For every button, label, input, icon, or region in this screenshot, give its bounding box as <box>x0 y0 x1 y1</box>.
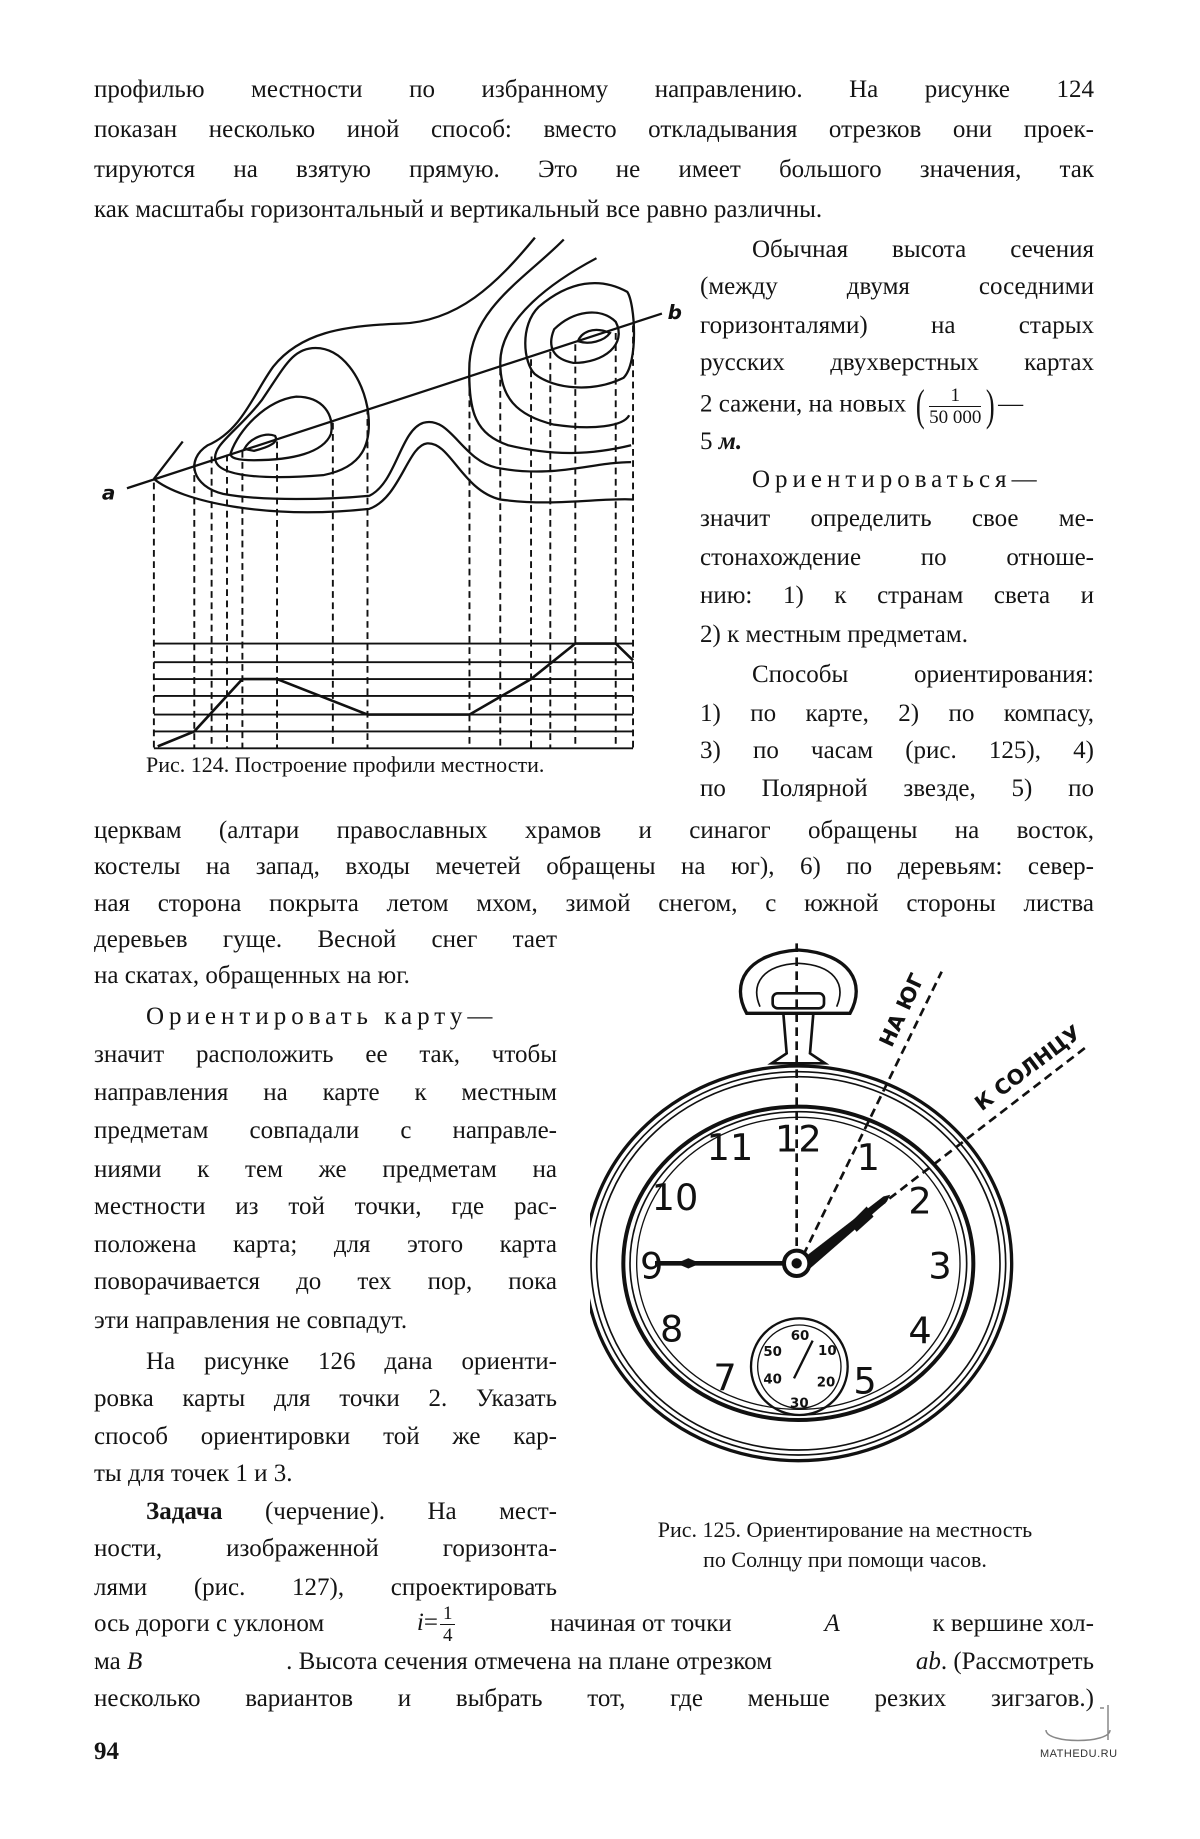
paren: ) <box>986 384 995 428</box>
dial-numeral: 4 <box>908 1309 931 1352</box>
dial-numeral: 1 <box>857 1136 880 1179</box>
text: к вершине хол- <box>932 1604 1094 1644</box>
dial-numeral: 5 <box>853 1359 876 1402</box>
slope-line <box>94 1604 1094 1644</box>
fraction <box>440 1604 456 1645</box>
fraction-numerator: 1 <box>440 1604 456 1625</box>
watermark-logo <box>1040 1700 1120 1770</box>
text-line: положена карта; для этого карта <box>94 1229 557 1261</box>
group <box>94 1646 142 1678</box>
projection-lines <box>154 326 633 749</box>
paren: ( <box>915 384 924 428</box>
text: начиная от точки <box>550 1604 732 1644</box>
figure-124-profile <box>100 232 685 752</box>
text-line: стонахождение по отноше- <box>700 542 1094 574</box>
subdial-hand <box>794 1341 813 1379</box>
section-line <box>94 1646 1094 1678</box>
dial-numeral: 7 <box>713 1356 736 1399</box>
spaced-term: Ориентироваться <box>752 466 1012 493</box>
text-line: как масштабы горизонтальный и вертикальный все равно различны. <box>94 194 1094 226</box>
segment-ab: ab <box>916 1648 941 1675</box>
text: ма <box>94 1648 121 1675</box>
text-line: лями (рис. 127), спроектировать <box>94 1572 557 1604</box>
unit: м. <box>719 428 742 455</box>
text-line: (между двумя соседними <box>700 271 1094 303</box>
text-line: ности, изображенной горизонта- <box>94 1533 557 1565</box>
fraction-numerator: 1 <box>929 386 981 407</box>
dial-numeral: 11 <box>707 1126 754 1169</box>
text-line: 1) по карте, 2) по компасу, <box>700 698 1094 730</box>
text-line: направления на карте к местным <box>94 1077 557 1109</box>
text-line: местности из той точки, где рас- <box>94 1191 557 1223</box>
label-a: a <box>102 482 116 505</box>
text-line: ровка карты для точки 2. Указать <box>94 1383 557 1415</box>
task-line <box>146 1496 557 1528</box>
text-line: церквам (алтари православных храмов и синагог обращены на восток, <box>94 815 1094 847</box>
text-line: Способы ориентирования: <box>752 659 1094 691</box>
dial-numeral: 12 <box>775 1118 822 1161</box>
page-number: 94 <box>94 1738 119 1766</box>
text-line: поворачивается до тех пор, пока <box>94 1266 557 1298</box>
subdial-numeral: 50 <box>763 1345 782 1360</box>
text-line: горизонталями) на старых <box>700 310 1094 342</box>
text-line: предметам совпадали с направле- <box>94 1115 557 1147</box>
text-line: русских двухверстных картах <box>700 347 1094 379</box>
text: . (Рассмотреть <box>941 1648 1094 1675</box>
subdial-numeral: 10 <box>818 1344 837 1359</box>
text: ось дороги с уклоном <box>94 1604 324 1644</box>
subdial-numeral: 60 <box>791 1329 810 1344</box>
text-line: костелы на запад, входы мечетей обращены на юг), 6) по деревьям: север- <box>94 851 1094 883</box>
text-line: нию: 1) к странам света и <box>700 580 1094 612</box>
dial-numeral: 8 <box>660 1308 683 1351</box>
dial-numeral: 2 <box>908 1179 931 1222</box>
text-line: тируются на взятую прямую. Это не имеет большого значения, так <box>94 154 1094 186</box>
label-to-sun: К СОЛНЦУ <box>970 1020 1085 1115</box>
text-line: ниями к тем же предметам на <box>94 1154 557 1186</box>
fraction <box>929 386 981 427</box>
definition-term <box>752 464 1037 496</box>
watermark-icon <box>1040 1700 1120 1748</box>
dash: — <box>1012 466 1037 493</box>
text: . Высота сечения отмечена на плане отрезком <box>286 1646 772 1678</box>
watermark-text: MATHEDU.RU <box>1040 1748 1118 1760</box>
scale-line <box>700 384 1094 424</box>
eq: = <box>424 1609 438 1636</box>
text-line: Обычная высота сечения <box>752 234 1094 266</box>
text-line: значит определить свое ме- <box>700 503 1094 535</box>
subdial-numeral: 40 <box>763 1372 782 1387</box>
caption-line: Рис. 125. Ориентирование на местность <box>590 1515 1100 1545</box>
formula <box>417 1603 458 1645</box>
text-line: способ ориентировки той же кар- <box>94 1421 557 1453</box>
figure-124-caption: Рис. 124. Построение профили местности. <box>146 750 544 780</box>
subdial <box>751 1318 848 1415</box>
text-line: несколько вариантов и выбрать тот, где меньше резких зигзагов.) <box>94 1683 1094 1715</box>
definition-term <box>146 1001 492 1033</box>
text-line: показан несколько иной способ: вместо откладывания отрезков они проек- <box>94 114 1094 146</box>
dial-numeral: 10 <box>652 1176 699 1219</box>
text-line: ная сторона покрыта летом мхом, зимой снегом, с южной стороны листва <box>94 888 1094 920</box>
spaced-term: Ориентировать карту <box>146 1003 467 1030</box>
unit-line <box>700 426 742 458</box>
label-b: b <box>668 301 682 324</box>
text: 2 сажени, на новых <box>700 391 906 418</box>
figure-125-pocket-watch <box>590 930 1110 1490</box>
text-line: профилью местности по избранному направлению. На рисунке 124 <box>94 74 1094 106</box>
contour-lines <box>154 238 634 513</box>
text-line: 3) по часам (рис. 125), 4) <box>700 735 1094 767</box>
caption-line: по Солнцу при помощи часов. <box>590 1545 1100 1575</box>
dash: — <box>467 1003 492 1030</box>
label-to-south: НА ЮГ <box>874 970 929 1051</box>
book-page <box>0 0 1200 1839</box>
fraction-denominator: 4 <box>440 1625 456 1645</box>
group <box>916 1646 1094 1678</box>
text-line: значит расположить ее так, чтобы <box>94 1039 557 1071</box>
subdial-numeral: 20 <box>817 1376 836 1391</box>
text-line: эти направления не совпадут. <box>94 1305 557 1337</box>
dial-numeral: 9 <box>640 1244 663 1287</box>
text-line: На рисунке 126 дана ориенти- <box>146 1346 557 1378</box>
subdial-numeral: 30 <box>790 1396 809 1411</box>
fraction-denominator: 50 000 <box>929 407 981 427</box>
dial-numeral: 3 <box>928 1244 951 1287</box>
text-line: деревьев гуще. Весной снег тает <box>94 924 557 956</box>
dash: — <box>998 391 1023 418</box>
text-line: ты для точек 1 и 3. <box>94 1458 557 1490</box>
point-b: B <box>127 1648 142 1675</box>
task-label: Задача <box>146 1498 222 1525</box>
text-line: 2) к местным предметам. <box>700 619 1094 651</box>
text: (черчение). На мест- <box>265 1498 557 1525</box>
text: 5 <box>700 428 713 455</box>
text-line: на скатах, обращенных на юг. <box>94 960 557 992</box>
text-line: по Полярной звезде, 5) по <box>700 773 1094 805</box>
point-a: A <box>824 1604 839 1644</box>
figure-125-caption <box>590 1515 1100 1575</box>
var: i <box>417 1609 424 1636</box>
